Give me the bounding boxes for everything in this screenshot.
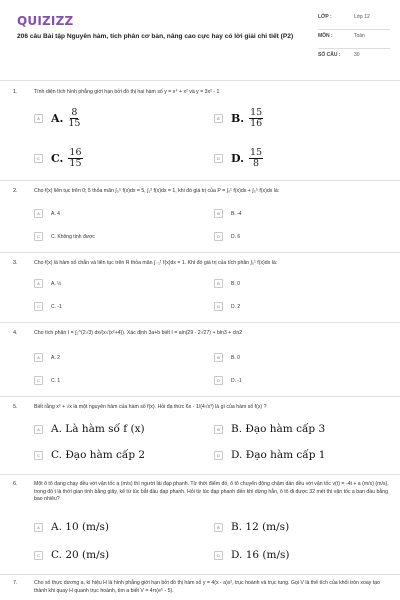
question-divider	[0, 322, 400, 323]
option-text: C. 1	[51, 377, 61, 384]
option-letter-box: D	[214, 302, 223, 311]
option-letter-box: B	[214, 425, 223, 434]
question-number: 6.	[13, 481, 18, 487]
option-text: A. 10 (m/s)	[51, 521, 110, 533]
option-letter-box: C	[34, 232, 43, 241]
option-fraction	[249, 148, 263, 169]
fraction-denominator: 8	[253, 158, 260, 169]
option-text: C. 20 (m/s)	[51, 549, 110, 561]
option-d[interactable]	[214, 232, 240, 241]
question-divider	[0, 180, 400, 181]
option-text: A. Là hàm số f (x)	[51, 423, 145, 435]
question-text: Cho tích phân I = ∫₂^(2√3) dx/(x√(x²+4)). Xác định 3a+b biết I = aln(29 - 2√27) + bln3 + cln2	[34, 330, 243, 336]
option-b[interactable]	[214, 521, 289, 533]
option-fraction	[68, 108, 80, 129]
header-divider	[0, 80, 400, 81]
option-text: C. Không tính được	[51, 233, 95, 240]
option-c[interactable]	[34, 232, 95, 241]
question-divider	[0, 252, 400, 253]
option-d[interactable]	[214, 148, 263, 169]
page-title: 206 câu Bài tập Nguyên hàm, tích phân cơ bản, nâng cao cực hay có lời giải chi tiết (P2)	[17, 33, 294, 40]
question-divider	[0, 474, 400, 475]
option-text: A. ½	[51, 280, 62, 287]
option-letter-box: C	[34, 154, 43, 163]
option-a[interactable]	[34, 209, 60, 218]
question-number: 1.	[13, 89, 18, 95]
fraction-numerator: 16	[69, 147, 82, 158]
option-fraction	[68, 148, 82, 169]
option-text: A. 4	[51, 210, 60, 217]
option-a[interactable]	[34, 521, 109, 533]
question-text: Cho f(x) là hàm số chẵn và liên tục trên R thỏa mãn ∫₋₁¹ f(x)dx = 1. Khi đó giá trị của tích phân ∫₀¹ f(x)dx là:	[34, 260, 278, 266]
option-a[interactable]	[34, 423, 145, 435]
option-label: A.	[51, 112, 64, 125]
option-d[interactable]	[214, 302, 240, 311]
option-d[interactable]	[214, 449, 326, 461]
option-label: D.	[231, 152, 244, 165]
option-letter-box: B	[214, 523, 223, 532]
option-text: D. -1	[231, 377, 242, 384]
option-letter-box: C	[34, 376, 43, 385]
fraction-denominator: 15	[68, 118, 81, 129]
option-c[interactable]	[34, 302, 62, 311]
option-text: C. -1	[51, 303, 62, 310]
option-letter-box: A	[34, 279, 43, 288]
question-text: Biết rằng x³ + √x là một nguyên hàm của hàm số f(x). Hỏi đạ thức 6x - 1/(4√x³) là gì của hàm số f(x) ?	[34, 404, 267, 410]
option-letter-box: C	[34, 451, 43, 460]
class-label: LỚP :	[318, 14, 332, 20]
option-b[interactable]	[214, 423, 325, 435]
option-c[interactable]	[34, 148, 83, 169]
question-divider	[0, 574, 400, 575]
question-number: 4.	[13, 330, 18, 336]
option-letter-box: C	[34, 551, 43, 560]
subject-value: Toán	[354, 33, 365, 39]
question-number: 7.	[13, 580, 18, 586]
option-b[interactable]	[214, 353, 240, 362]
question-text: Cho số thực dương a, kí hiệu H là hình phẳng giới hạn bởi đồ thị hàm số y = 4(x - a)x², trục hoành và trục tung. Gọi V là thể tích của khối tròn xoay tạo thành khi quay H quanh trục hoành, tìm a biết V = 4π(e⁵ - 5).	[34, 580, 381, 594]
count-label: SỐ CÂU :	[318, 52, 341, 58]
subject-label: MÔN :	[318, 33, 333, 39]
fraction-numerator: 15	[249, 147, 263, 158]
option-letter-box: A	[34, 353, 43, 362]
option-a[interactable]	[34, 353, 60, 362]
option-text: A. 2	[51, 354, 60, 361]
fraction-denominator: 15	[69, 158, 82, 169]
quizizz-logo[interactable]: QUIZIZZ	[17, 14, 74, 28]
question-number: 2.	[13, 188, 18, 194]
option-label: B.	[231, 112, 245, 125]
option-letter-box: A	[34, 523, 43, 532]
count-value: 30	[354, 52, 360, 58]
fraction-numerator: 15	[250, 107, 263, 118]
subject-row	[318, 30, 390, 49]
count-row	[318, 49, 390, 67]
option-letter-box: D	[214, 232, 223, 241]
question-text: Cho f(x) liên tục trên 0; 5 thỏa mãn ∫₀⁵ f(x)dx = 5, ∫₁³ f(x)dx = 1, khi đó giá trị của P = ∫₀¹ f(x)dx + ∫₃⁵ f(x)dx là:	[34, 188, 280, 194]
option-letter-box: D	[214, 551, 223, 560]
question-divider	[0, 396, 400, 397]
fraction-denominator: 16	[250, 118, 263, 129]
option-letter-box: B	[214, 114, 223, 123]
option-text: C. Đạo hàm cấp 2	[51, 449, 146, 461]
option-b[interactable]	[214, 279, 240, 288]
option-d[interactable]	[214, 376, 242, 385]
option-letter-box: D	[214, 154, 223, 163]
option-label: C.	[51, 152, 64, 165]
option-d[interactable]	[214, 549, 290, 561]
option-letter-box: B	[214, 353, 223, 362]
option-a[interactable]	[34, 108, 80, 129]
option-letter-box: C	[34, 302, 43, 311]
option-b[interactable]	[214, 209, 242, 218]
option-letter-box: D	[214, 451, 223, 460]
option-letter-box: A	[34, 114, 43, 123]
option-text: D. 16 (m/s)	[231, 549, 290, 561]
option-text: B. Đạo hàm cấp 3	[231, 423, 326, 435]
option-letter-box: A	[34, 209, 43, 218]
option-text: B. 12 (m/s)	[231, 521, 290, 533]
option-a[interactable]	[34, 279, 61, 288]
option-c[interactable]	[34, 449, 145, 461]
option-c[interactable]	[34, 549, 109, 561]
question-text: Tính diện tích hình phẳng giới hạn bởi đồ thị hai hàm số y = x⁴ + x² và y = 3x² - 1	[34, 89, 220, 95]
option-text: D. 2	[231, 303, 241, 310]
class-value: Lớp 12	[354, 14, 370, 20]
fraction-numerator: 8	[71, 107, 78, 118]
question-text: Một ô tô đang chạy đều với vận tốc a (m/s) thì người lái đạp phanh. Từ thời điểm đó, ô tô chuyển động chậm dần đều với vận tốc v(t) = -4t + a (m/s) (m/s), trong đó t là thời gian tính bằng giây, kể từ lúc bắt đầu đạp phanh. Hỏi từ lúc đạp phanh đến khi dừng hẳn, ô tô đi được 32 mét thì vận tốc a ban đầu bằng bao nhiêu?	[34, 481, 389, 502]
question-number: 5.	[13, 404, 18, 410]
option-c[interactable]	[34, 376, 60, 385]
option-letter-box: B	[214, 209, 223, 218]
option-fraction	[249, 108, 263, 129]
option-letter-box: B	[214, 279, 223, 288]
option-text: B. 0	[231, 280, 240, 287]
worksheet-meta	[318, 11, 390, 67]
class-row	[318, 11, 390, 30]
option-text: D. 6	[231, 233, 241, 240]
option-letter-box: D	[214, 376, 223, 385]
option-text: B. -4	[231, 210, 242, 217]
option-text: B. 0	[231, 354, 240, 361]
option-letter-box: A	[34, 425, 43, 434]
question-number: 3.	[13, 260, 18, 266]
option-text: D. Đạo hàm cấp 1	[231, 449, 326, 461]
option-b[interactable]	[214, 108, 263, 129]
